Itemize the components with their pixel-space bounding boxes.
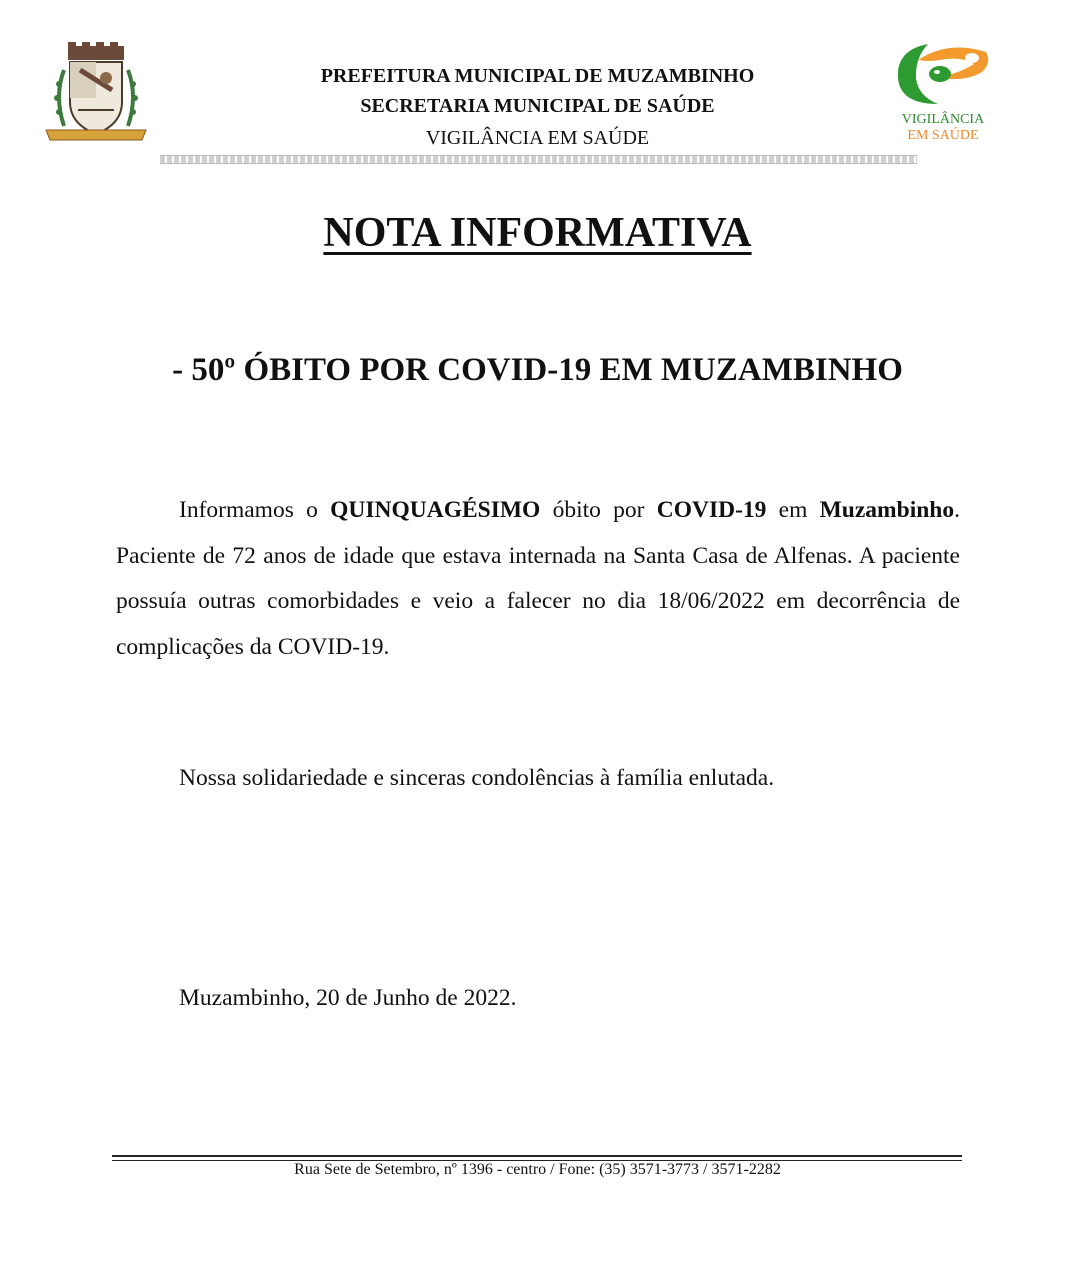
body-rest: . Paciente de 72 anos de idade que estava internada na Santa Casa de Alfenas. A paciente possuía outras comorbidades e veio a falecer no dia 18/06/2022 em decorrência de complicações da COVID-19. (116, 497, 960, 660)
footer-address: Rua Sete de Setembro, nº 1396 - centro / Fone: (35) 3571-3773 / 3571-2282 (294, 1161, 781, 1178)
logo-text-vigilancia: VIGILÂNCIA (901, 112, 985, 127)
document-subtitle: - 50º ÓBITO POR COVID-19 EM MUZAMBINHO (172, 352, 903, 388)
header-vigilancia: VIGILÂNCIA EM SAÚDE (425, 127, 650, 149)
condolences-text: Nossa solidariedade e sinceras condolências à família enlutada. (179, 765, 775, 791)
header-secretaria: SECRETARIA MUNICIPAL DE SAÚDE (360, 95, 715, 117)
body-paragraph (116, 488, 960, 670)
date-line: Muzambinho, 20 de Junho de 2022. (179, 985, 517, 1011)
body-mid: óbito por (540, 497, 657, 523)
body-disease: COVID-19 (656, 497, 767, 523)
document-title-text: NOTA INFORMATIVA (323, 210, 752, 256)
body-city: Muzambinho (819, 497, 955, 523)
header-prefeitura: PREFEITURA MUNICIPAL DE MUZAMBINHO (320, 65, 755, 87)
header-separator (160, 155, 917, 164)
body-intro: Informamos o (179, 497, 331, 523)
body-mid2: em (766, 497, 820, 523)
body-ordinal: QUINQUAGÉSIMO (330, 497, 541, 523)
document-title (0, 208, 1075, 258)
logo-text-em-saude: EM SAÚDE (907, 128, 979, 143)
